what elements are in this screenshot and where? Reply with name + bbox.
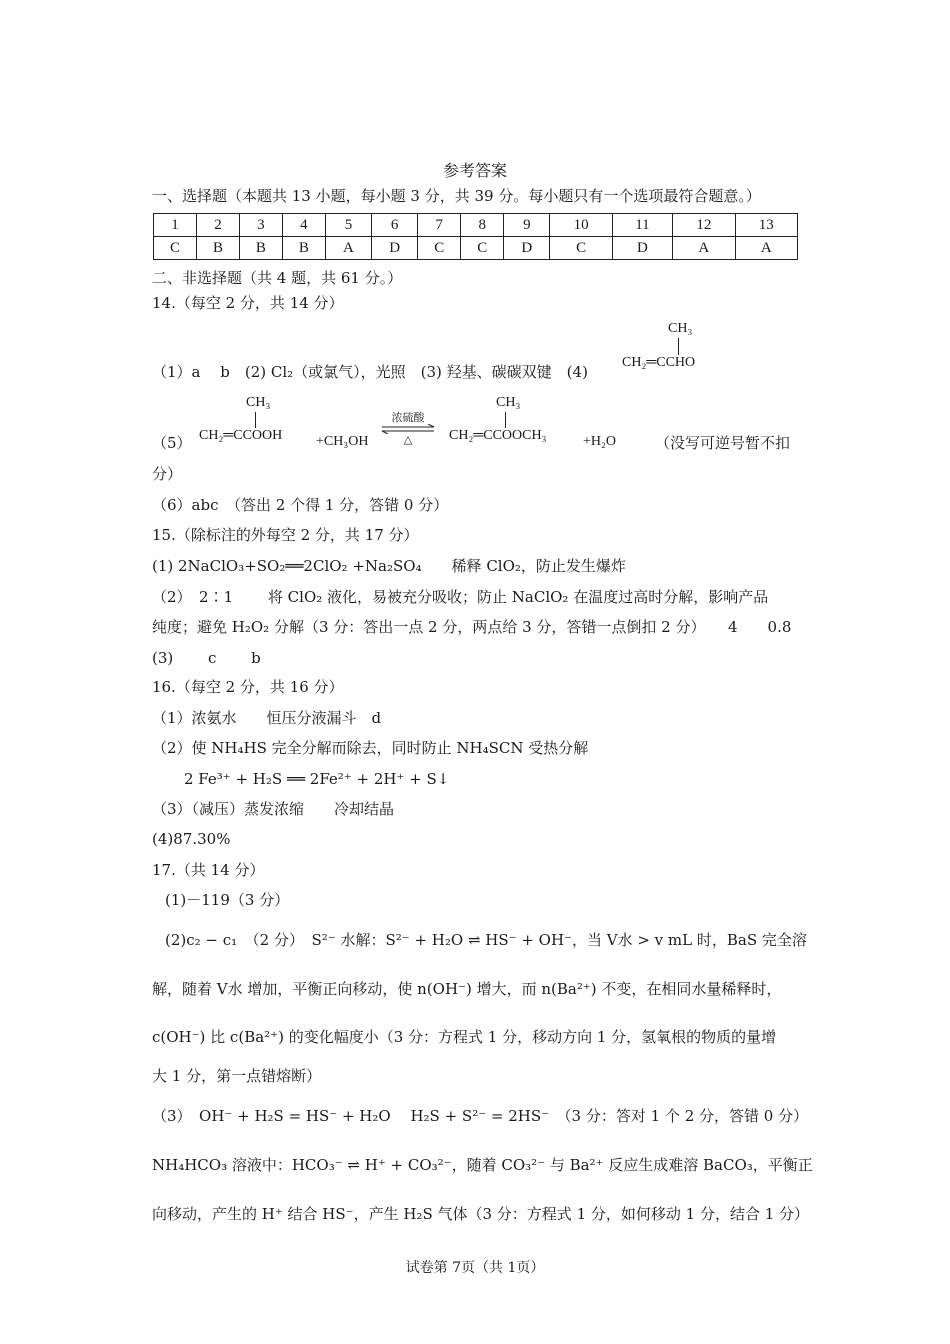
answer-cell: C (461, 237, 504, 260)
q14-5-condition: 浓硫酸 (391, 411, 425, 424)
q14-5-product: CH₂═CCOOCH₃ (449, 428, 547, 443)
q14-5-reactant: CH₂═CCOOH (199, 428, 283, 443)
question-number-cell: 13 (735, 214, 797, 237)
q16-line-4: （3）（减压）蒸发浓缩 冷却结晶 (152, 800, 395, 818)
q17-line-4: c(OH⁻) 比 c(Ba²⁺) 的变化幅度小（3 分：方程式 1 分，移动方向 1 分，氢氧根的物质的量增 (152, 1028, 777, 1046)
q15-header: 15.（除标注的外每空 2 分，共 17 分） (152, 526, 419, 544)
q14-4-methyl-group: CH₃ (668, 321, 693, 336)
q14-5-water: +H₂O (583, 434, 616, 449)
q16-equation: 2 Fe³⁺ + H₂S ══ 2Fe²⁺ + 2H⁺ + S↓ (184, 770, 450, 788)
q14-line-1: （1）a b (2) Cl₂（或氯气），光照 (3) 羟基、碳碳双键 (4) (152, 363, 588, 381)
q17-line-7: NH₄HCO₃ 溶液中：HCO₃⁻ ⇌ H⁺ + CO₃²⁻，随着 CO₃²⁻ 与 Ba²⁺ 反应生成难溶 BaCO₃，平衡正 (152, 1156, 813, 1174)
q14-5-reactant-methyl: CH₃ (246, 395, 271, 410)
page-title: 参考答案 (442, 161, 507, 180)
q17-line-6: （3） OH⁻ + H₂S = HS⁻ + H₂O H₂S + S²⁻ = 2HS⁻ （3 分：答对 1 个 2 分，答错 0 分） (152, 1107, 809, 1125)
answer-cell: D (372, 237, 418, 260)
q15-line-1: (1) 2NaClO₃+SO₂══2ClO₂ +Na₂SO₄ 稀释 ClO₂，防止发生爆炸 (152, 557, 626, 575)
q14-5-note-cont: 分） (152, 465, 183, 483)
q14-5-product-methyl: CH₃ (496, 395, 521, 410)
section-1-heading: 一、选择题（本题共 13 小题，每小题 3 分，共 39 分。每小题只有一个选项最符合题意。） (152, 187, 761, 205)
q15-line-2: （2） 2∶1 将 ClO₂ 液化，易被充分吸收；防止 NaClO₂ 在温度过高时分解，影响产品 (152, 588, 769, 606)
question-number-cell: 11 (612, 214, 672, 237)
q14-5-methanol: +CH₃OH (316, 434, 369, 449)
answer-cell: B (282, 237, 325, 260)
question-number-cell: 9 (504, 214, 550, 237)
q17-line-2: (2)c₂ − c₁ （2 分） S²⁻ 水解：S²⁻ + H₂O ⇌ HS⁻ + OH⁻，当 V水 > v mL 时，BaS 完全溶 (165, 931, 807, 949)
q17-line-5: 大 1 分，第一点错熔断） (152, 1067, 322, 1085)
section-2-heading: 二、非选择题（共 4 题，共 61 分。） (152, 269, 403, 287)
q17-line-8: 向移动，产生的 H⁺ 结合 HS⁻，产生 H₂S 气体（3 分：方程式 1 分，如何移动 1 分，结合 1 分） (152, 1205, 810, 1223)
page-footer: 试卷第 7页（共 1页） (405, 1260, 545, 1276)
answer-cell: D (612, 237, 672, 260)
answer-cell: A (673, 237, 735, 260)
question-number-cell: 7 (418, 214, 461, 237)
answer-cell: B (196, 237, 239, 260)
q17-header: 17.（共 14 分） (152, 861, 265, 879)
q17-line-3: 解，随着 V水 增加，平衡正向移动，使 n(OH⁻) 增大，而 n(Ba²⁺) 不变，在相同水量稀释时， (152, 980, 782, 998)
q17-line-1: (1)－119（3 分） (165, 891, 290, 909)
question-number-cell: 10 (550, 214, 612, 237)
q16-line-5: (4)87.30% (152, 830, 231, 848)
q14-5-note: （没写可逆号暂不扣 (655, 434, 791, 452)
question-number-cell: 1 (154, 214, 197, 237)
q15-line-4: (3) c b (152, 649, 261, 667)
question-number-cell: 3 (239, 214, 282, 237)
answer-cell: A (735, 237, 797, 260)
answer-cell: B (239, 237, 282, 260)
question-number-cell: 12 (673, 214, 735, 237)
answer-cell: D (504, 237, 550, 260)
q15-line-3: 纯度；避免 H₂O₂ 分解（3 分：答出一点 2 分，两点给 3 分，答错一点倒扣 2 分） 4 0.8 (152, 618, 792, 636)
q14-4-structure: CH₂═CCHO (622, 355, 696, 370)
answer-cell: C (550, 237, 612, 260)
q14-5-heat: △ (403, 433, 413, 446)
q14-4-bond (678, 338, 679, 355)
question-number-row (154, 214, 798, 237)
question-number-cell: 5 (325, 214, 371, 237)
answer-cell: C (418, 237, 461, 260)
question-number-cell: 8 (461, 214, 504, 237)
q16-line-1: （1）浓氨水 恒压分液漏斗 d (152, 709, 382, 727)
answer-table (153, 213, 798, 260)
question-number-cell: 4 (282, 214, 325, 237)
q14-header: 14.（每空 2 分，共 14 分） (152, 294, 344, 312)
q16-header: 16.（每空 2 分，共 16 分） (152, 678, 344, 696)
question-number-cell: 2 (196, 214, 239, 237)
answer-cell: A (325, 237, 371, 260)
q14-5-product-bond (505, 412, 506, 428)
q14-5-label: （5） (152, 434, 192, 452)
question-number-cell: 6 (372, 214, 418, 237)
q16-line-2: （2）使 NH₄HS 完全分解而除去，同时防止 NH₄SCN 受热分解 (152, 739, 589, 757)
answer-cell: C (154, 237, 197, 260)
q14-line-6: （6）abc （答出 2 个得 1 分，答错 0 分） (152, 496, 449, 514)
q14-5-reactant-bond (255, 412, 256, 428)
answer-row (154, 237, 798, 260)
